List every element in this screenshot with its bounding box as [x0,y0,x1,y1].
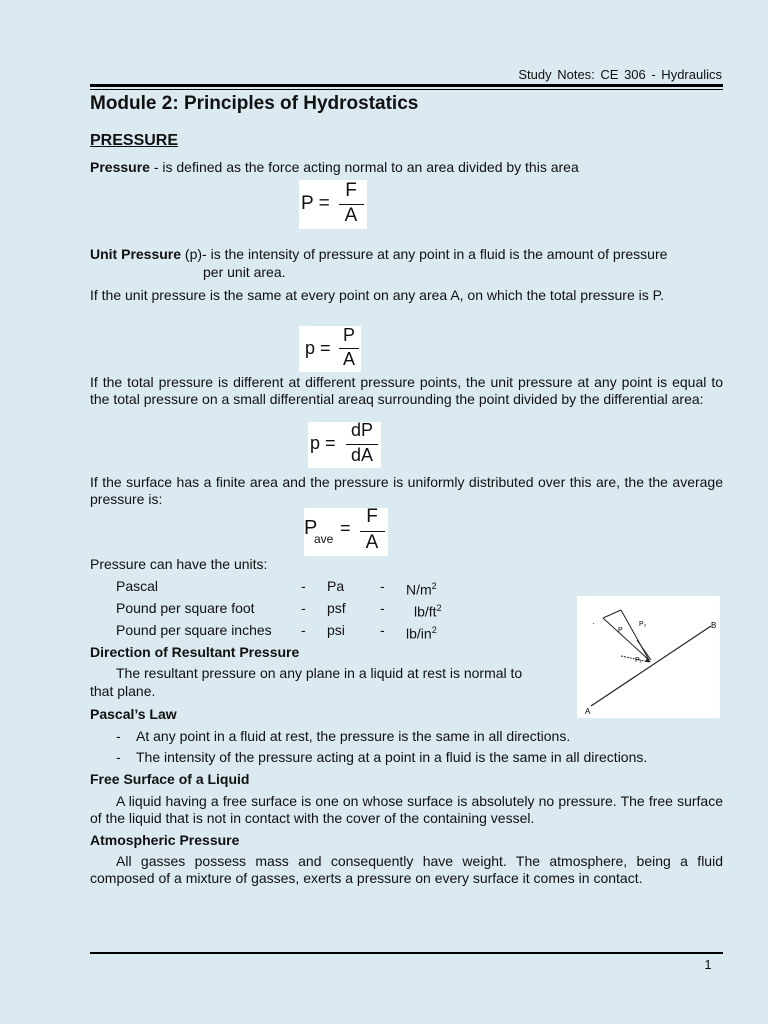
unit-dash: - [380,600,385,616]
unit-name: Pascal [116,578,159,594]
formula-lhs: p = [305,338,331,358]
page-number: 1 [704,957,712,972]
label-a: A [585,707,591,716]
formula-pressure [299,180,367,229]
formula-lhs-subscript: ave [314,532,334,546]
unit-dash: - [301,600,306,616]
unit-dash: - [301,622,306,638]
unit-name: Pound per square foot [116,600,255,616]
unit-abbr: psf [327,600,346,616]
unit-pressure-continuation: per unit area. [203,264,286,280]
unit-si: $lb/in^2$ [406,625,437,642]
pressure-term: Pressure [90,159,150,175]
unit-abbr: Pa [327,578,345,594]
unit-abbr: psi [327,622,345,638]
direction-heading: Direction of Resultant Pressure [90,644,300,660]
formula-lhs: P = [301,193,330,214]
formula-average-pressure [304,508,388,556]
label-p2: P₂ [639,621,647,628]
paragraph-finite-area: If the surface has a finite area and the pressure is uniformly distributed over this are, the the average pressure is: [90,474,723,507]
label-b: B [711,621,717,630]
label-p: P [618,627,623,634]
atmospheric-heading: Atmospheric Pressure [90,832,240,848]
formula-denominator: A [365,532,379,553]
formula-unit-pressure [299,326,361,372]
atmospheric-text: All gasses possess mass and consequently have weight. The atmosphere, being a fluid composed of a mixture of gasses, exerts a pressure on every surface it comes in contact. [90,853,723,886]
paragraph-same-pressure: If the unit pressure is the same at every point on any area A, on which the total pressure is P. [90,287,665,303]
formula-equals: = [340,518,351,538]
free-surface-text: A liquid having a free surface is one on whose surface is absolutely no pressure. The free surface of the liquid that is not in contact with the cover of the containing vessel. [90,793,723,826]
formula-numerator: P [342,325,355,345]
unit-dash: - [301,578,306,594]
unit-dash: - [380,578,385,594]
paragraph-different-pressure: If the total pressure is different at different pressure points, the unit pressure at any point is equal to the total pressure on a small differential areaq surrounding the point divided by the differential area: [90,374,723,407]
header-rule [90,84,723,90]
formula-lhs-main: P [304,517,318,539]
direction-text-line1: The resultant pressure on any plane in a liquid at rest is normal to [116,665,523,681]
svg-text:·: · [592,619,595,628]
formula-lhs: p = [310,433,336,453]
units-intro: Pressure can have the units: [90,556,268,572]
footer-rule [90,952,723,954]
section-heading: PRESSURE [90,132,179,149]
formula-denominator: A [342,349,355,369]
units-row [116,622,476,640]
formula-differential-pressure [308,422,381,468]
unit-si: $N/m^2$ [406,581,437,598]
running-header: Study Notes: CE 306 - Hydraulics [518,67,722,82]
formula-numerator: F [366,506,378,527]
unit-pressure-term: Unit Pressure [90,246,182,262]
pressure-diagram-svg [577,596,720,718]
formula-denominator: dA [350,445,374,465]
pressure-diagram [577,596,720,718]
unit-si: $lb/ft^2$ [414,603,442,620]
units-row [116,578,476,596]
formula-numerator: F [345,180,357,201]
label-p1: P₁ [635,657,643,664]
unit-pressure-definition [90,246,723,263]
free-surface-heading: Free Surface of a Liquid [90,771,250,787]
unit-name: Pound per square inches [116,622,272,638]
formula-denominator: A [344,205,358,226]
pascal-heading: Pascal’s Law [90,706,177,722]
units-row [116,600,476,618]
formula-numerator: dP [350,420,374,440]
direction-text-line2: that plane. [90,683,156,699]
unit-dash: - [380,622,385,638]
unit-pressure-text: (p)- is the intensity of pressure at any point in a fluid is the amount of pressure [181,246,668,262]
pressure-text: - is defined as the force acting normal to an area divided by this area [149,159,579,175]
page-title: Module 2: Principles of Hydrostatics [90,93,419,114]
pressure-definition [90,159,579,176]
